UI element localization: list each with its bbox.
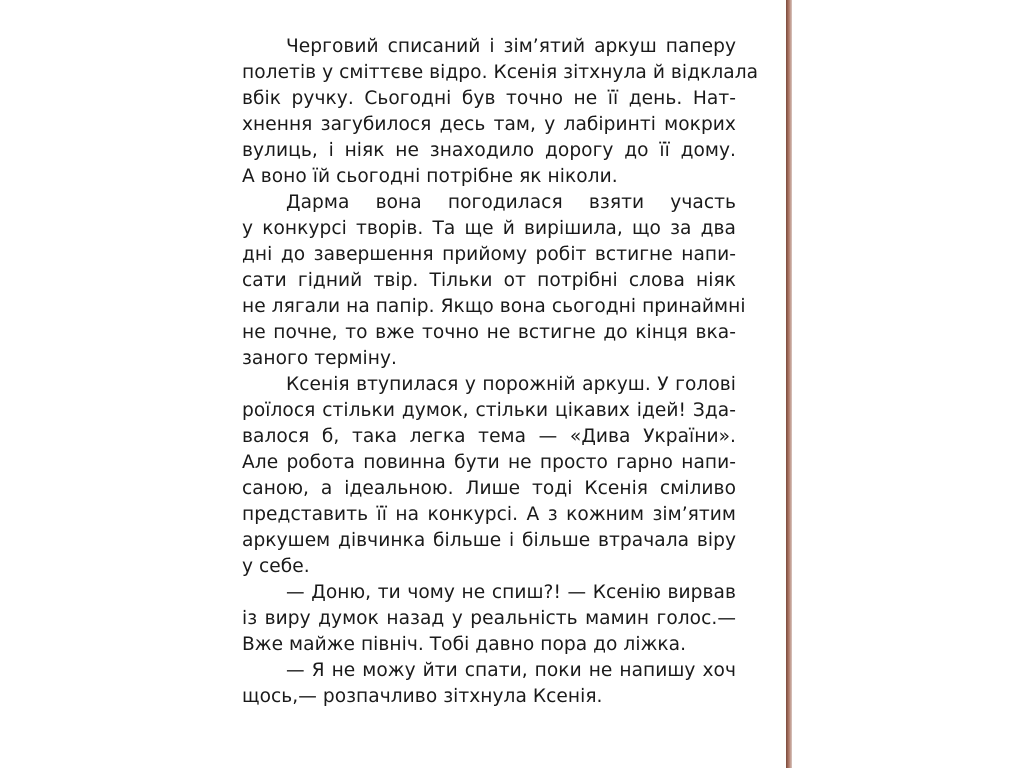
text-line: вулиць, і ніяк не знаходило дорогу до її дому. xyxy=(242,140,736,161)
text-line: із виру думок назад у реальність мамин голос.— xyxy=(242,608,736,629)
text-line: полетів у сміттєве відро. Ксенія зітхнула й відклала xyxy=(242,62,759,83)
text-line: сати гідний твір. Тільки от потрібні слова ніяк xyxy=(242,270,736,291)
text-line: — Доню, ти чому не спиш?! — Ксенію вирвав xyxy=(286,582,736,603)
paragraph-2 xyxy=(242,190,746,372)
text-line: аркушем дівчинка більше і більше втрачала віру xyxy=(242,530,736,551)
text-line: саною, а ідеальною. Лише тоді Ксенія сміливо xyxy=(242,478,736,499)
text-line: не лягали на папір. Якщо вона сьогодні принаймні xyxy=(242,296,746,317)
text-line: — Я не можу йти спати, поки не напишу хоч xyxy=(286,660,736,681)
text-line: Черговий списаний і зім’ятий аркуш паперу xyxy=(286,36,736,57)
text-line: не почне, то вже точно не встигне до кінця вка- xyxy=(242,322,736,343)
paragraph-4 xyxy=(242,580,736,658)
text-line: представить її на конкурсі. А з кожним зім’ятим xyxy=(242,504,736,525)
text-line: у себе. xyxy=(242,556,310,577)
text-line: А воно їй сьогодні потрібне як ніколи. xyxy=(242,166,618,187)
text-line: заного терміну. xyxy=(242,348,397,369)
paragraph-3 xyxy=(242,372,736,580)
text-line: хнення загубилося десь там, у лабіринті мокрих xyxy=(242,114,736,135)
text-line: Ксенія втупилася у порожній аркуш. У голові xyxy=(286,374,736,395)
text-line: Вже майже північ. Тобі давно пора до ліжка. xyxy=(242,634,687,655)
text-line: вбік ручку. Сьогодні був точно не її день. Нат- xyxy=(242,88,736,109)
text-line: роїлося стільки думок, стільки цікавих ідей! Зда- xyxy=(242,400,736,421)
text-line: щось,— розпачливо зітхнула Ксенія. xyxy=(242,686,603,707)
text-line: валося б, така легка тема — «Дива України». xyxy=(242,426,736,447)
text-line: Але робота повинна бути не просто гарно напи- xyxy=(242,452,736,473)
story-text xyxy=(242,34,759,710)
text-line: дні до завершення прийому робіт встигне напи- xyxy=(242,244,736,265)
book-spine-edge xyxy=(786,0,792,768)
text-line: Дарма вона погодилася взяти участь xyxy=(286,192,736,213)
paragraph-5 xyxy=(242,658,736,710)
paragraph-1 xyxy=(242,34,759,190)
text-line: у конкурсі творів. Та ще й вирішила, що за два xyxy=(242,218,736,239)
